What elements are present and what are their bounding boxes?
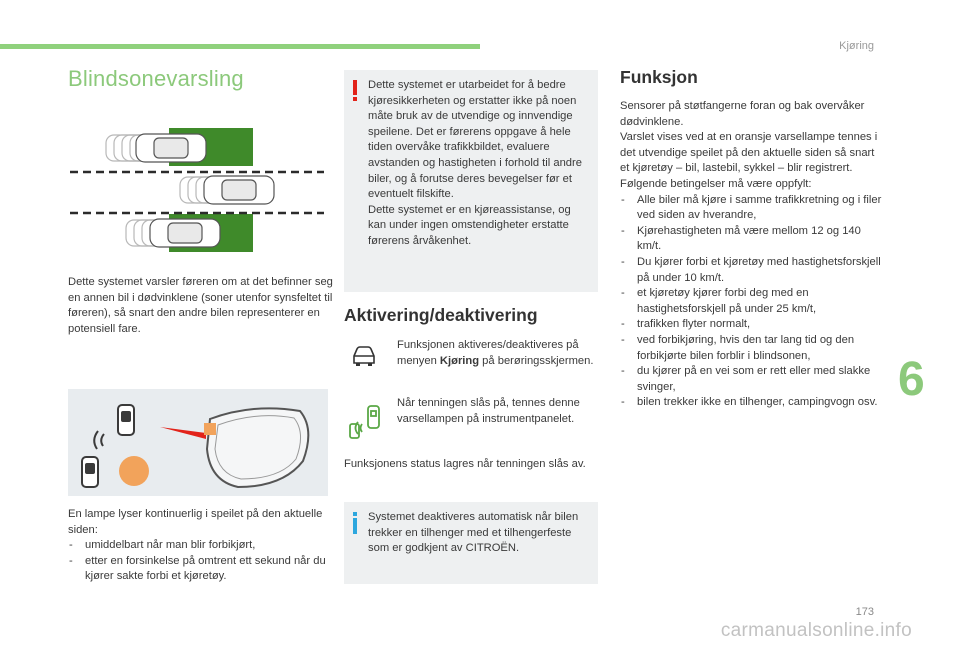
activation-item-2: Når tenningen slås på, tennes denne varsellampen på instrumentpanelet. — [397, 397, 580, 425]
lamp-intro: En lampe lyser kontinuerlig i speilet på den aktuelle siden: — [68, 508, 323, 536]
condition-item: - Kjørehastigheten må være mellom 12 og 140 km/t. — [620, 224, 882, 255]
chapter-number: 6 — [898, 353, 925, 406]
lamp-description — [68, 507, 328, 585]
condition-item: - trafikken flyter normalt, — [620, 317, 882, 333]
lamp-list-item: - umiddelbart når man blir forbikjørt, — [68, 538, 328, 554]
blind-spot-cars-illustration — [66, 125, 328, 255]
car-settings-icon — [350, 344, 378, 368]
car-bottom — [150, 219, 220, 247]
condition-item: - ved forbikjøring, hvis den tar lang tid og den forbikjørte bilen forblir i blindsonen, — [620, 333, 882, 364]
condition-item: - Alle biler må kjøre i samme trafikkretning og i filer ved siden av hverandre, — [620, 193, 882, 224]
page-number: 173 — [855, 606, 874, 618]
warning-icon — [353, 80, 357, 102]
top-accent-bar — [0, 44, 480, 49]
mirror-shape — [207, 408, 308, 487]
condition-item: - bilen trekker ikke en tilhenger, campingvogn osv. — [620, 395, 882, 411]
car-top — [136, 134, 206, 162]
mirror-indicator-illustration — [68, 389, 328, 496]
info-icon — [353, 512, 357, 534]
car-icon-top — [118, 405, 134, 435]
page-title: Blindsonevarsling — [68, 66, 244, 91]
function-body — [620, 99, 882, 411]
condition-item: - du kjører på en vei som er rett eller med slakke svinger, — [620, 364, 882, 395]
function-text-3: Følgende betingelser må være oppfylt: — [620, 177, 812, 190]
warning-text-1: Dette systemet er utarbeidet for å bedre kjøresikkerheten og erstatter ikke på noen måte bruk av de utvendige og innvendige speilene. Det er førerens oppgave å hele tiden overvåke trafikkbildet, evaluere avstanden og hastigheten i forhold til andre biler, og å forutse deres bevegelser før et eventuelt filskifte. — [368, 79, 582, 201]
activation-heading: Aktivering/deaktivering — [344, 305, 538, 325]
function-text-1: Sensorer på støtfangerne foran og bak overvåker dødvinklene. — [620, 100, 865, 128]
condition-item: - Du kjører forbi et kjøretøy med hastighetsforskjell på under 10 km/t. — [620, 255, 882, 286]
lamp-list-item: - etter en forsinkelse på omtrent ett sekund når du kjører sakte forbi et kjøretøy. — [68, 554, 328, 585]
blind-spot-warning-lamp-icon — [347, 404, 383, 440]
signal-waves — [94, 431, 104, 449]
section-header: Kjøring — [839, 40, 874, 52]
info-text: Systemet deaktiveres automatisk når bilen trekker en tilhenger med et tilhengerfeste som er godkjent av CITROËN. — [368, 511, 579, 555]
lamp-list — [68, 538, 328, 585]
function-text-2: Varslet vises ved at en oransje varsellampe tennes i det utvendige speilet på den aktuelle siden så snart et kjøretøy – bil, lastebil, sykkel – blir registrert. — [620, 131, 878, 175]
warning-box — [344, 70, 598, 292]
pointer-arrow — [160, 427, 206, 439]
warning-text-2: Dette systemet er en kjøreassistanse, og kan under ingen omstendigheter erstatte førerens årvåkenhet. — [368, 203, 571, 247]
intro-paragraph: Dette systemet varsler føreren om at det befinner seg en annen bil i dødvinklene (soner utenfor synsfeltet til føreren), så snart den andre bilen representerer en potensiell fare. — [68, 276, 333, 335]
mirror-indicator-icon — [204, 423, 216, 435]
car-middle — [204, 176, 274, 204]
conditions-list — [620, 193, 882, 411]
condition-item: - et kjøretøy kjører forbi deg med en hastighetsforskjell på under 25 km/t, — [620, 286, 882, 317]
orange-lamp — [119, 456, 149, 486]
function-heading: Funksjon — [620, 67, 698, 87]
car-icon-bottom — [82, 457, 98, 487]
status-paragraph: Funksjonens status lagres når tenningen slås av. — [344, 458, 586, 470]
watermark: carmanualsonline.info — [720, 620, 912, 641]
info-box — [344, 502, 598, 584]
activation-item-1: Funksjonen aktiveres/deaktiveres på menyen Kjøring på berøringsskjermen. — [397, 339, 594, 367]
